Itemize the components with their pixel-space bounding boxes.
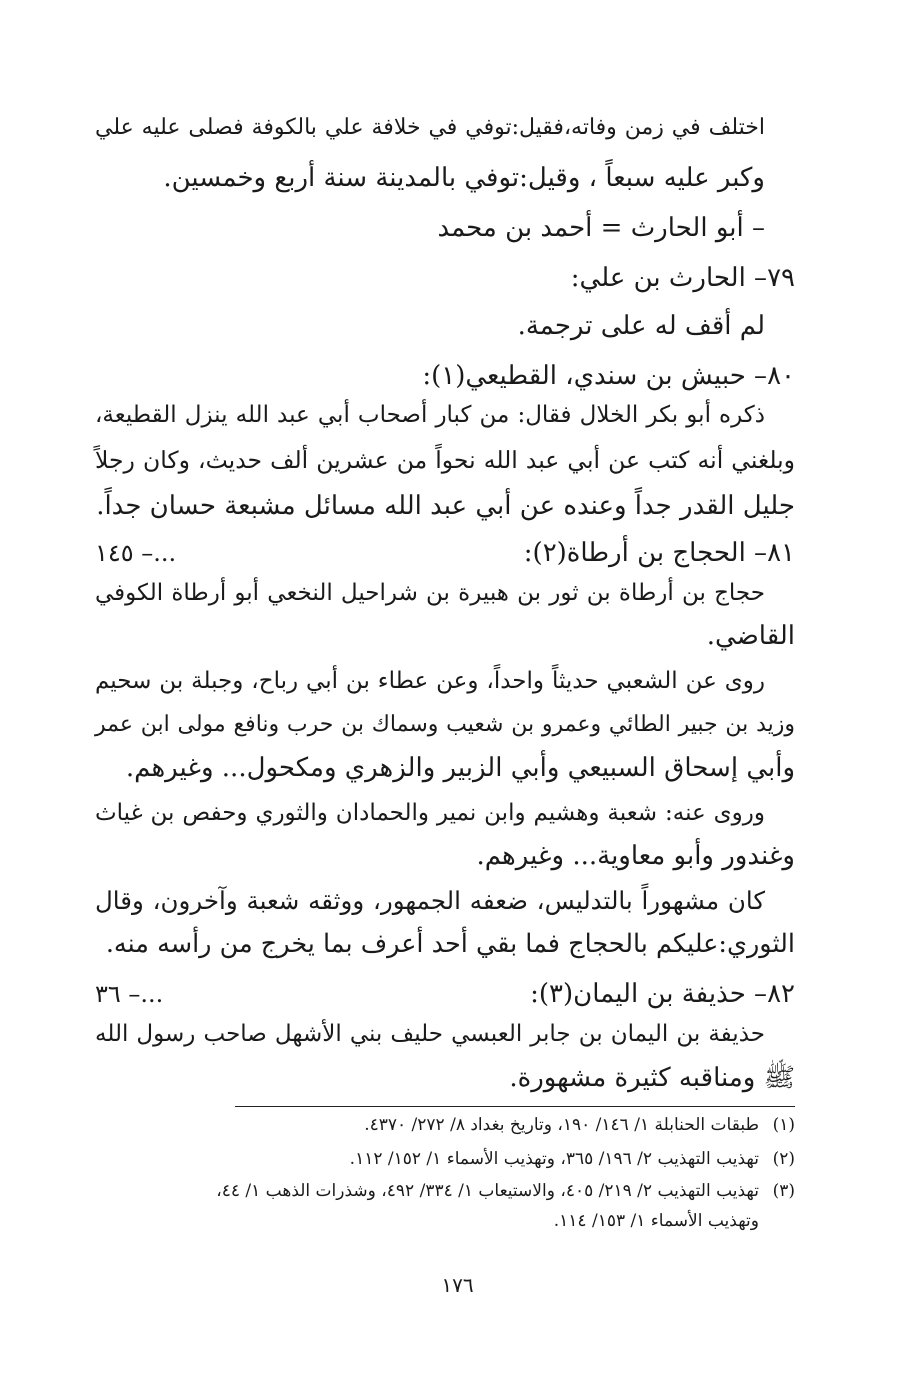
text-line: ذكره أبو بكر الخلال فقال: من كبار أصحاب أبي عبد الله ينزل القطيعة، [95,402,765,428]
entry-heading: ٨٢– حذيفة بن اليمان(٣): [530,979,795,1009]
footnote-text: تهذيب التهذيب ٢/ ١٩٦/ ٣٦٥، وتهذيب الأسماء ١/ ١٥٢/ ١١٢. [349,1149,759,1169]
text-line: جليل القدر جداً وعنده عن أبي عبد الله مسائل مشبعة حسان جداً. [96,491,795,521]
text-line: وغندور وأبو معاوية... وغيرهم. [476,841,795,871]
footnote-text: طبقات الحنابلة ١/ ١٤٦/ ١٩٠، وتاريخ بغداد ٨/ ٢٧٢/ ٤٣٧٠. [364,1115,759,1135]
text-line: لم أقف له على ترجمة. [517,311,765,341]
entry-heading: ٨٠– حبيش بن سندي، القطيعي(١): [422,361,795,391]
page-body [95,110,795,1320]
footnote-text: تهذيب التهذيب ٢/ ٢١٩/ ٤٠٥، والاستيعاب ١/ ٣٣٤/ ٤٩٢، وشذرات الذهب ١/ ٤٤، [216,1181,759,1201]
text-line: وبلغني أنه كتب عن أبي عبد الله نحواً من عشرين ألف حديث، وكان رجلاً [95,446,795,474]
text-line: اختلف في زمن وفاته،فقيل:توفي في خلافة علي بالكوفة فصلى عليه علي [95,115,765,140]
text-line: روى عن الشعبي حديثاً واحداً، وعن عطاء بن أبي رباح، وجبلة بن سحيم [95,668,765,694]
text-line: الثوري:عليكم بالحجاج فما بقي أحد أعرف بما يخرج من رأسه منه. [105,929,795,959]
footnote [95,1176,795,1206]
footnote-number: (٢) [772,1149,795,1169]
entry-heading: ٨١– الحجاج بن أرطاة(٢): [523,538,795,568]
text-line: وروى عنه: شعبة وهشيم وابن نمير والحمادان والثوري وحفص بن غياث [95,800,765,826]
footnote-number: (١) [772,1115,795,1135]
page-number: ١٧٦ [441,1273,474,1297]
entry-dates: ...– ١٤٥ [95,539,177,567]
footnote [95,1144,795,1174]
text-line: وكبر عليه سبعاً ، وقيل:توفي بالمدينة سنة أربع وخمسين. [163,163,765,193]
text-line: – أبو الحارث = أحمد بن محمد [437,213,765,243]
text-line: وأبي إسحاق السبيعي وأبي الزبير والزهري ومكحول... وغيرهم. [125,753,795,783]
text-line: القاضي. [706,621,795,651]
text-line: ﷺ ومناقبه كثيرة مشهورة. [509,1063,795,1093]
footnote-number: (٣) [772,1181,795,1201]
text-line: وزيد بن جبير الطائي وعمرو بن شعيب وسماك بن حرب ونافع مولى ابن عمر [95,712,795,737]
footnote-text: وتهذيب الأسماء ١/ ١٥٣/ ١١٤. [553,1211,759,1231]
footnote-separator [235,1106,795,1107]
text-line: حذيفة بن اليمان بن جابر العبسي حليف بني الأشهل صاحب رسول الله [95,1021,765,1047]
footnote-continuation [95,1206,795,1236]
text-line: حجاج بن أرطاة بن ثور بن هبيرة بن شراحيل النخعي أبو أرطاة الكوفي [95,580,765,606]
entry-heading: ٧٩– الحارث بن علي: [570,263,795,293]
footnote [95,1110,795,1140]
entry-dates: ...– ٣٦ [95,980,164,1008]
text-line: كان مشهوراً بالتدليس، ضعفه الجمهور، ووثقه شعبة وآخرون، وقال [95,886,765,915]
